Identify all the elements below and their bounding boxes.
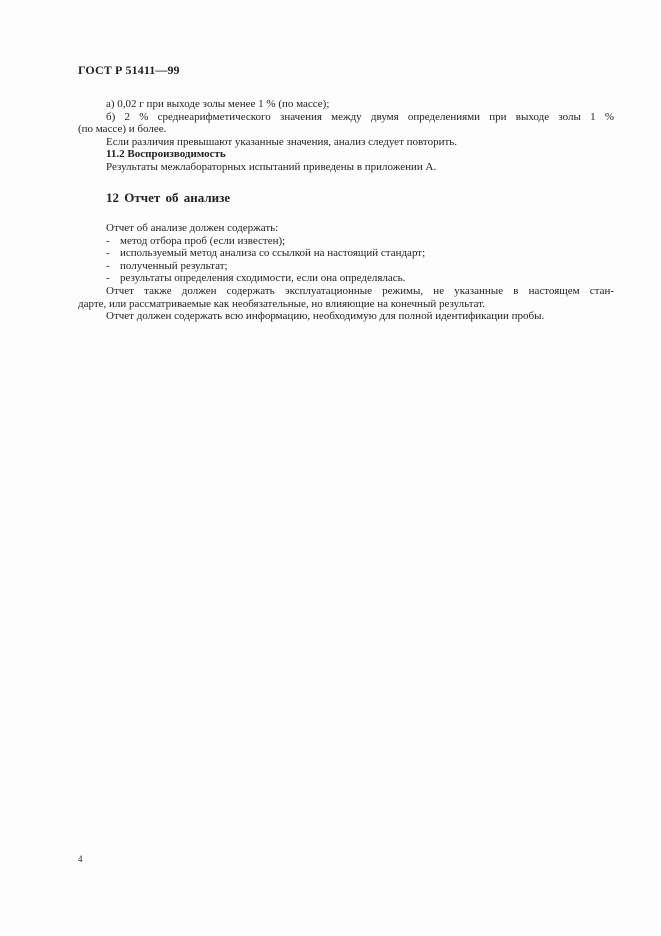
report-paragraph-1-continuation: дарте, или рассматриваемые как необязательные, но влияющие на конечный результат. (78, 297, 485, 310)
reproducibility-text: Результаты межлабораторных испытаний приведены в приложении А. (106, 160, 437, 173)
repeat-note: Если различия превышают указанные значения, анализ следует повторить. (106, 135, 458, 148)
document-header: ГОСТ Р 51411—99 (78, 63, 180, 77)
list-item: - используемый метод анализа со ссылкой на настоящий стандарт; (78, 247, 614, 260)
list-item: - результаты определения сходимости, если она определялась. (78, 272, 614, 285)
repeatability-block (78, 98, 614, 174)
dash-marker: - (106, 247, 110, 260)
list-item: - метод отбора проб (если известен); (78, 235, 614, 248)
report-intro: Отчет об анализе должен содержать: (106, 222, 279, 234)
dash-marker: - (106, 259, 110, 272)
list-item-a: а) 0,02 г при выходе золы менее 1 % (по массе); (106, 98, 330, 110)
report-paragraph-1: Отчет также должен содержать эксплуатационные режимы, не указанные в настоящем стан- (106, 284, 614, 297)
list-item: - полученный результат; (78, 260, 614, 273)
report-block (78, 222, 614, 323)
page-number: 4 (78, 854, 83, 864)
report-paragraph-2: Отчет должен содержать всю информацию, необходимую для полной идентификации пробы. (106, 310, 545, 323)
section-heading-12: 12 Отчет об анализе (106, 190, 231, 205)
dash-marker: - (106, 272, 110, 285)
subsection-heading-11-2: 11.2 Воспроизводимость (106, 148, 226, 161)
list-item-b: б) 2 % среднеарифметического значения между двумя определениями при выходе золы 1 % (106, 110, 614, 123)
dash-marker: - (106, 234, 110, 247)
list-item-b-continuation: (по массе) и более. (78, 123, 167, 136)
